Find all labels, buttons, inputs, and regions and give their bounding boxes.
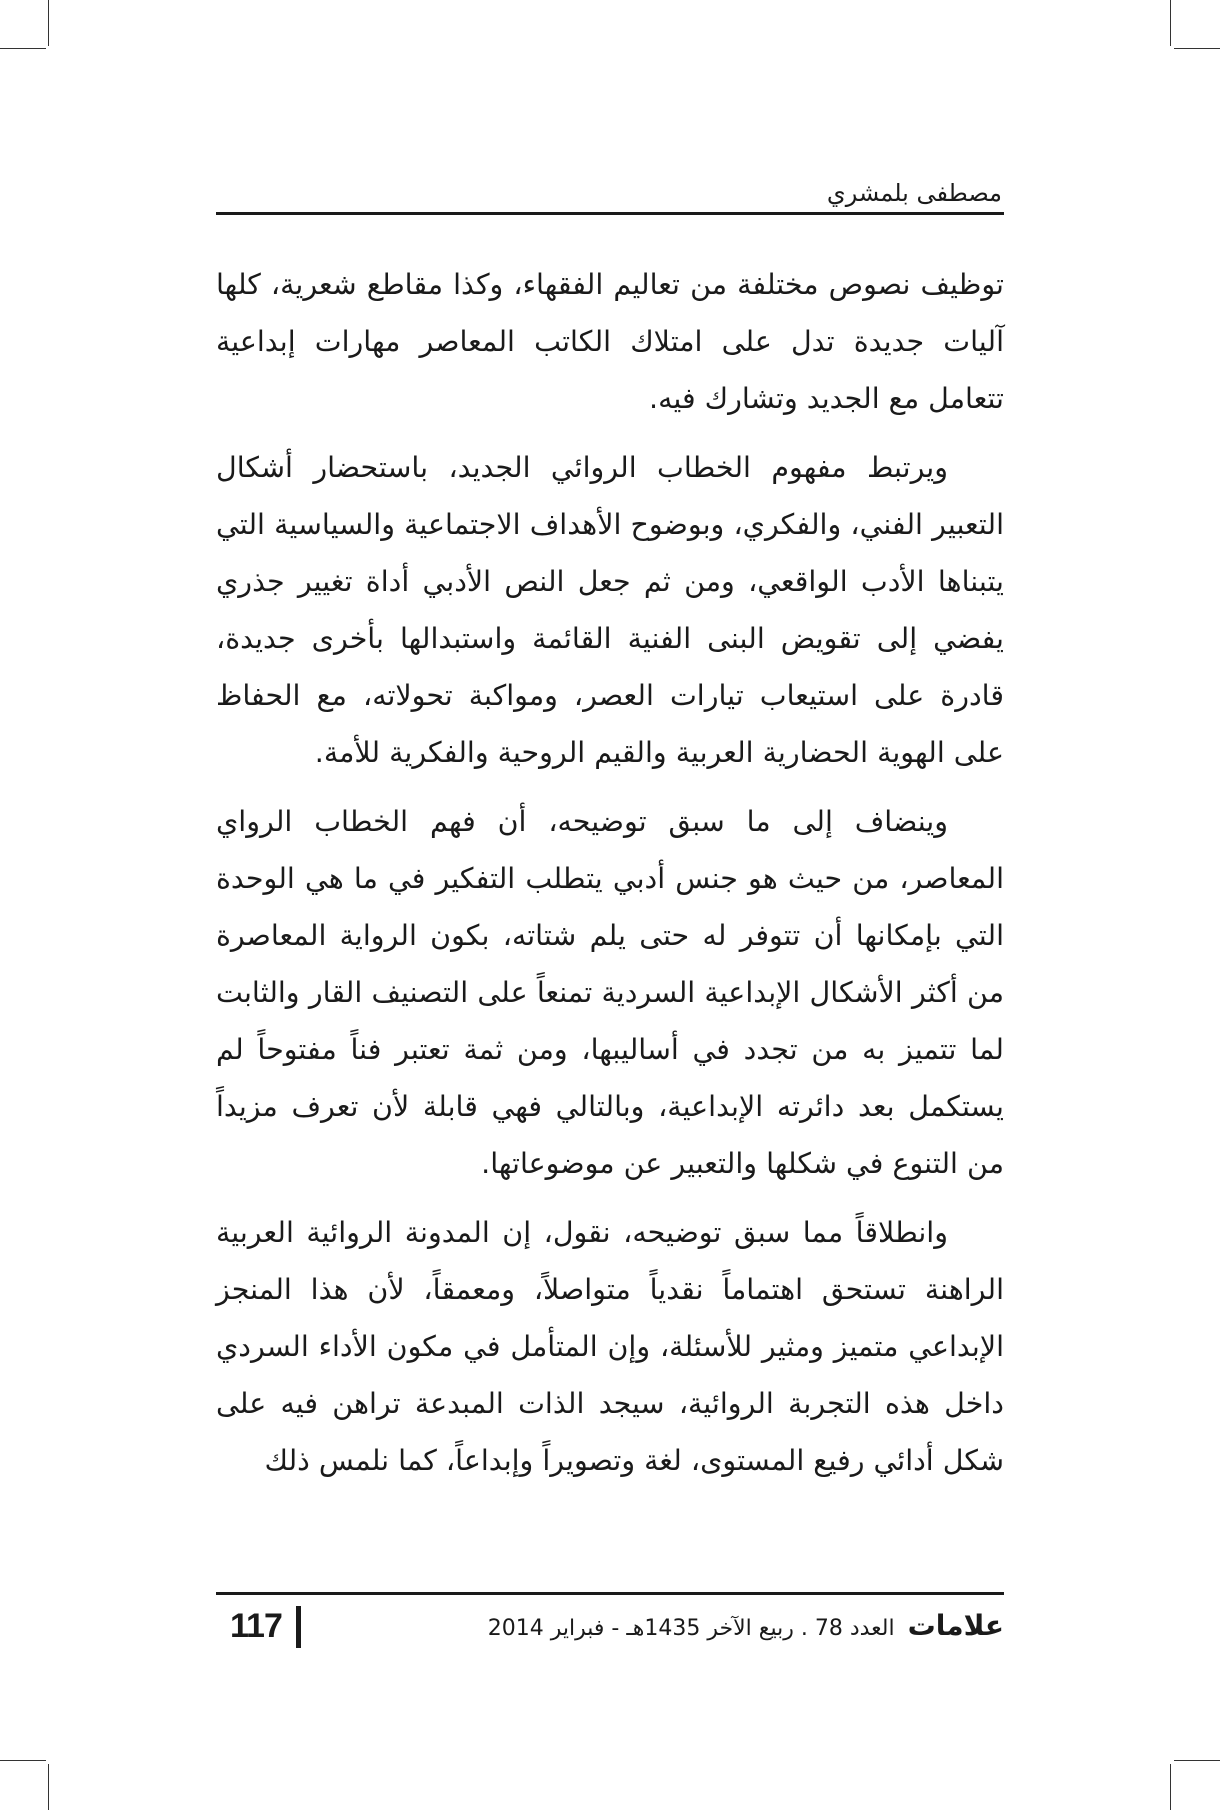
paragraph: وينضاف إلى ما سبق توضيحه، أن فهم الخطاب الرواي المعاصر، من حيث هو جنس أدبي يتطلب التفكير في ما هي الوحدة التي بإمكانها أن تتوفر له حتى يلم شتاته، بكون الرواية المعاصرة من أكثر الأشكال الإبداعية السردية تمنعاً على التصنيف القار والثابت لما تتميز به من تجدد في أساليبها، ومن ثمة تعتبر فناً مفتوحاً لم يستكمل بعد دائرته الإبداعية، وبالتالي فهي قابلة لأن تعرف مزيداً من التنوع في شكلها والتعبير عن موضوعاتها. — [216, 805, 1004, 1180]
paragraph: ويرتبط مفهوم الخطاب الروائي الجديد، باستحضار أشكال التعبير الفني، والفكري، وبوضوح الأهداف الاجتماعية والسياسية التي يتبناها الأدب الواقعي، ومن ثم جعل النص الأدبي أداة تغيير جذري يفضي إلى تقويض البنى الفنية القائمة واستبدالها بأخرى جديدة، قادرة على استيعاب تيارات العصر، ومواكبة تحولاته، مع الحفاظ على الهوية الحضارية العربية والقيم الروحية والفكرية للأمة. — [216, 451, 1004, 769]
issue-info — [316, 1608, 1004, 1647]
crop-mark — [0, 48, 46, 49]
crop-mark — [48, 1764, 49, 1810]
article-body — [216, 256, 1004, 1501]
crop-mark — [1170, 0, 1171, 46]
crop-mark — [0, 1760, 46, 1761]
crop-mark — [1170, 1764, 1171, 1810]
crop-mark — [1174, 1760, 1220, 1761]
paragraph: وانطلاقاً مما سبق توضيحه، نقول، إن المدونة الروائية العربية الراهنة تستحق اهتماماً نقدياً متواصلاً، ومعمقاً، لأن هذا المنجز الإبداعي متميز ومثير للأسئلة، وإن المتأمل في مكون الأداء السردي داخل هذه التجربة الروائية، سيجد الذات المبدعة تراهن فيه على شكل أدائي رفيع المستوى، لغة وتصويراً وإبداعاً، كما نلمس ذلك — [216, 1216, 1004, 1477]
header-rule — [216, 212, 1004, 215]
footer-divider — [296, 1606, 301, 1648]
paragraph: توظيف نصوص مختلفة من تعاليم الفقهاء، وكذا مقاطع شعرية، كلها آليات جديدة تدل على امتلاك الكاتب المعاصر مهارات إبداعية تتعامل مع الجديد وتشارك فيه. — [216, 268, 1004, 415]
page-number: 117 — [230, 1607, 282, 1645]
journal-logo: علامات — [907, 1609, 1004, 1642]
issue-text: العدد 78 . ربيع الآخر 1435هـ - فبراير 2014 — [487, 1616, 895, 1641]
crop-mark — [1174, 48, 1220, 49]
running-head-author: مصطفى بلمشري — [826, 179, 1002, 207]
crop-mark — [48, 0, 49, 46]
page-footer — [216, 1600, 1004, 1656]
footer-rule — [216, 1592, 1004, 1595]
